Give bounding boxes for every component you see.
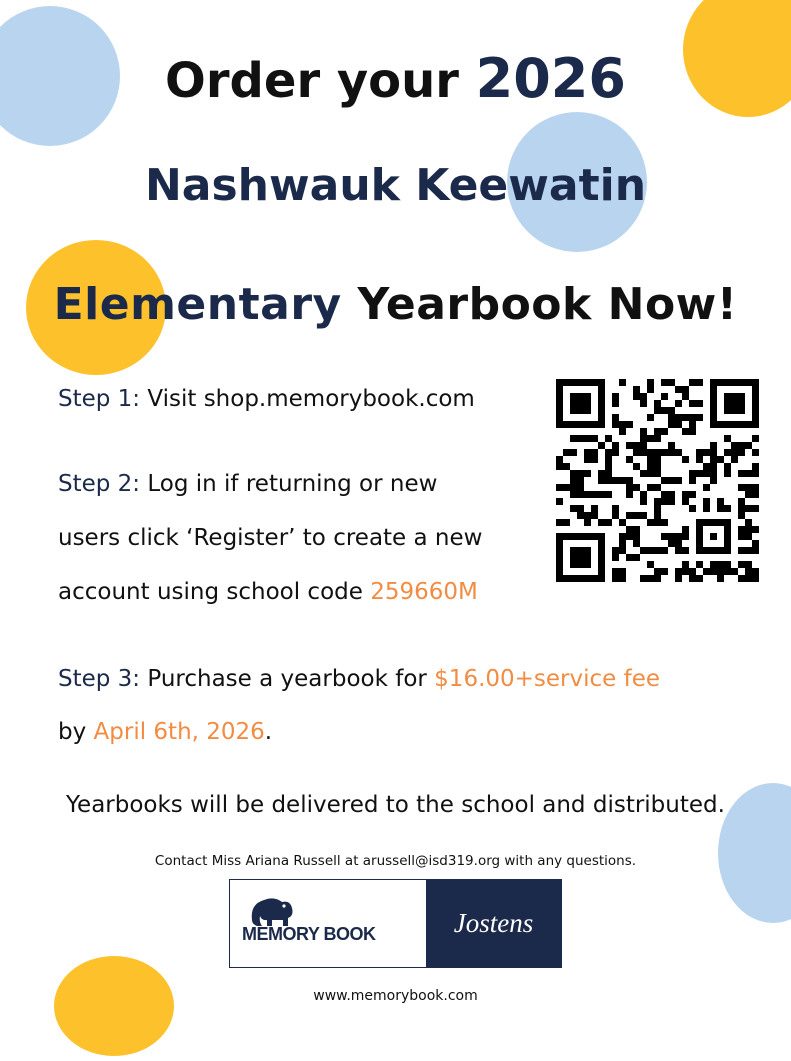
school-code: 259660M xyxy=(370,579,478,605)
order-deadline: April 6th, 2026 xyxy=(93,719,265,745)
delivery-note: Yearbooks will be delivered to the school and distributed. xyxy=(66,792,725,818)
website-link[interactable]: www.memorybook.com xyxy=(313,988,478,1004)
headline-prefix: Order your xyxy=(165,53,459,109)
headline-line-3 xyxy=(0,279,791,330)
step-2-text-1: Log in if returning or new xyxy=(147,471,438,497)
step-3-label: Step 3: xyxy=(58,666,141,692)
jostens-logo xyxy=(426,880,561,967)
step-2-line-3 xyxy=(58,581,478,604)
step-2-line-2: users click ‘Register’ to create a new xyxy=(58,525,483,551)
step-2-line-1 xyxy=(58,473,437,496)
decor-circle-bottom-left xyxy=(54,956,174,1056)
jostens-wordmark: Jostens xyxy=(453,908,534,938)
qr-code-icon[interactable] xyxy=(556,379,759,582)
step-1 xyxy=(58,388,475,411)
headline-elementary: Elementary xyxy=(53,279,342,330)
headline-line-1 xyxy=(0,47,791,110)
memory-book-logo xyxy=(230,880,426,967)
step-1-text: Visit shop.memorybook.com xyxy=(147,386,475,412)
sponsor-logos xyxy=(229,879,562,968)
step-2-label: Step 2: xyxy=(58,471,141,497)
step-2-text-3: account using school code xyxy=(58,579,363,605)
step-3-line-1 xyxy=(58,668,660,691)
yearbook-price: $16.00+service fee xyxy=(434,666,661,692)
step-3-text-1: Purchase a yearbook for xyxy=(147,666,427,692)
contact-info: Contact Miss Ariana Russell at arussell@isd319.org with any questions. xyxy=(154,853,637,869)
headline-line-2: Nashwauk Keewatin xyxy=(144,160,647,211)
headline-yearbook-now: Yearbook Now! xyxy=(357,279,738,330)
step-3-period: . xyxy=(264,719,273,745)
memory-book-wordmark: MEMORY BOOK xyxy=(242,924,376,944)
step-3-line-2 xyxy=(58,721,272,744)
step-1-label: Step 1: xyxy=(58,386,141,412)
step-3-by: by xyxy=(58,719,87,745)
headline-year: 2026 xyxy=(475,47,626,110)
